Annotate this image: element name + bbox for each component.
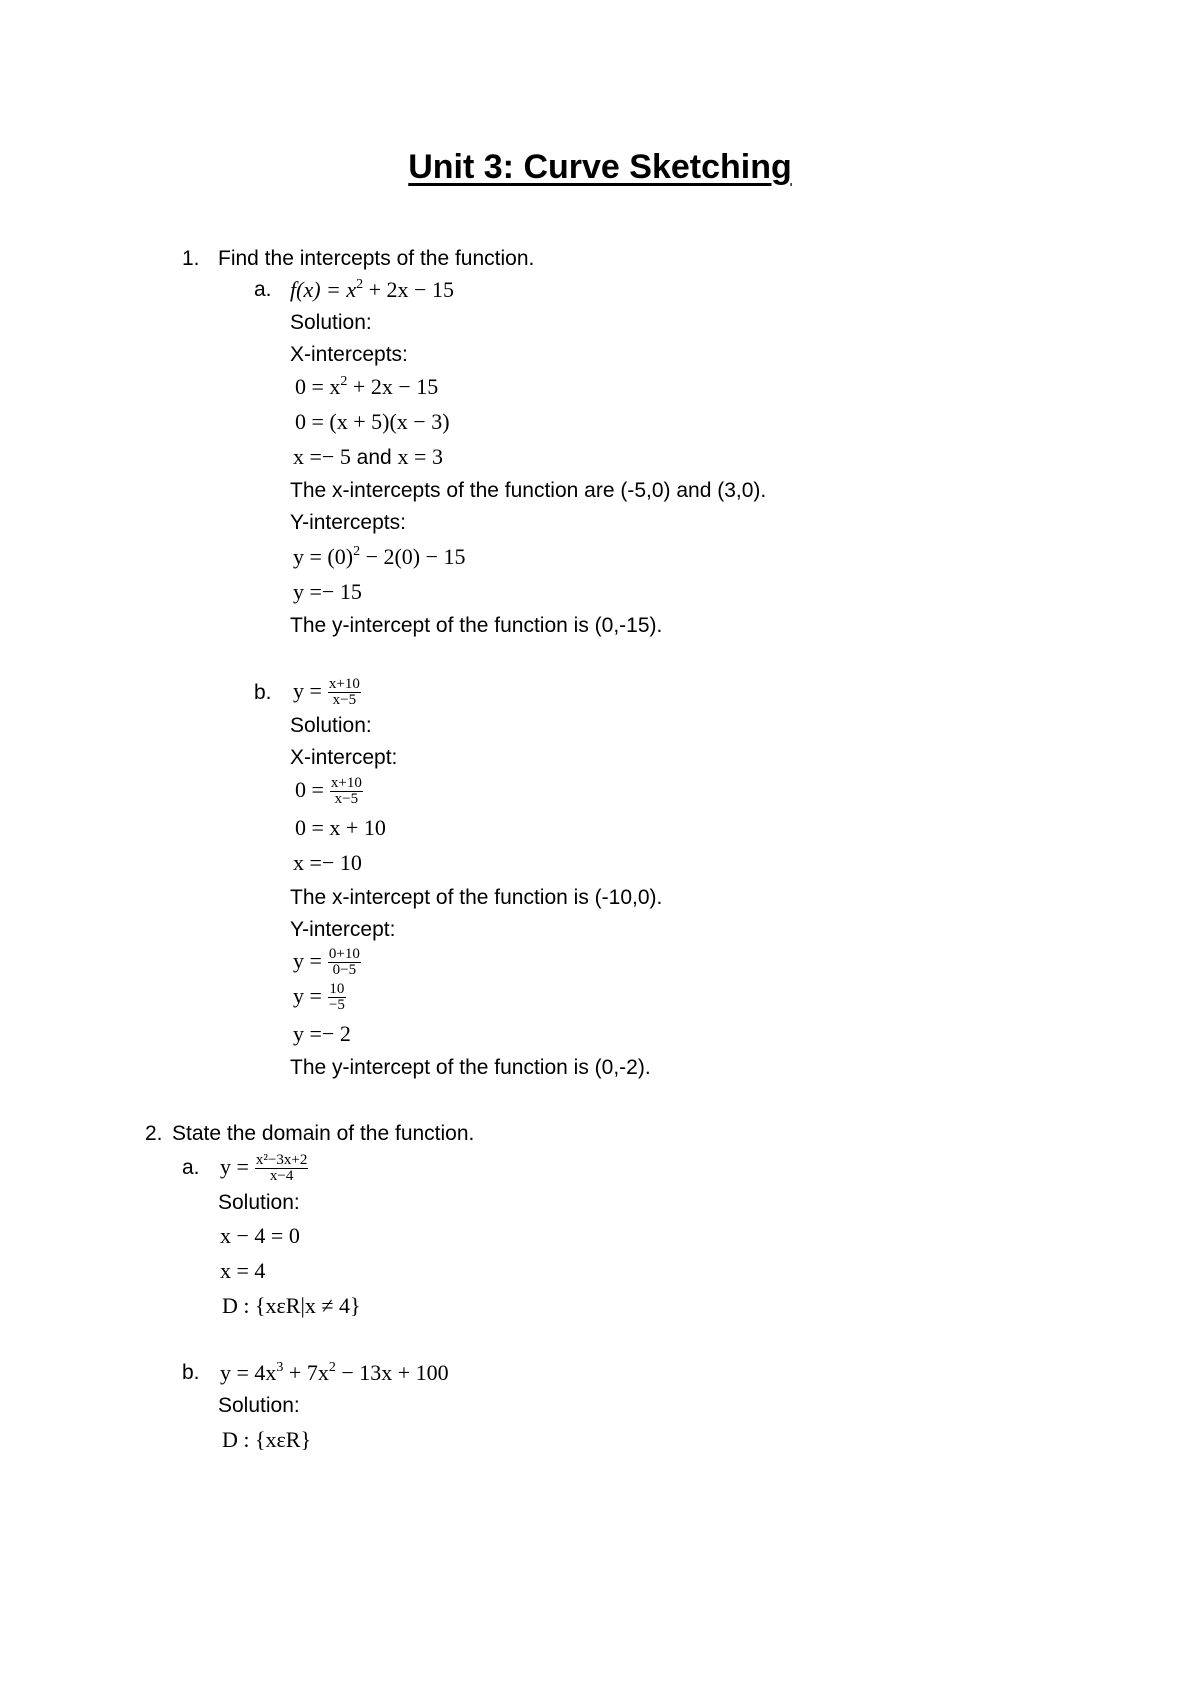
q1a-solution-label: Solution: (290, 311, 372, 334)
q2b-solution-label: Solution: (218, 1394, 300, 1417)
q1b-equation: y = $\frac{x+10}{x-5}$ (293, 676, 360, 709)
q1a-x-step2: 0 = (x + 5)(x − 3) (295, 409, 450, 434)
q1b-y-step1: y = $\frac{0+10}{0-5}$ (293, 946, 360, 979)
q2a-step1: x − 4 = 0 (220, 1223, 300, 1248)
q2-prompt: State the domain of the function. (172, 1122, 475, 1145)
q1a-x-step1: $0 = x^2 + 2x - 15$ (295, 374, 439, 399)
q2a-equation: y = $\frac{\text{x²−3x+2}}{x-4}$ (220, 1152, 308, 1185)
q2a-label: a. (182, 1156, 200, 1179)
q1a-y-heading: Y-intercepts: (290, 511, 406, 534)
q2-number: 2. (145, 1122, 163, 1145)
q1a-x-heading: X-intercepts: (290, 343, 408, 366)
q1b-y-conclusion: The y-intercept of the function is (0,-2). (290, 1056, 651, 1079)
q2a-domain: D : {xεR|x ≠ 4} (222, 1293, 361, 1318)
q1a-equation: $f(x) = x^2 + 2x - 15$ (290, 277, 454, 302)
q2a-step2: x = 4 (220, 1258, 266, 1283)
q1a-y-conclusion: The y-intercept of the function is (0,-15). (290, 614, 663, 637)
q2b-equation: $y = 4x^3 + 7x^2 - 13x + 100$ (220, 1360, 449, 1385)
page-title: Unit 3: Curve Sketching (408, 148, 792, 186)
q1a-y-step1: $y = (0)^2 - 2(0) - 15$ (293, 544, 466, 569)
q1b-x-step1: 0 = $\frac{x+10}{x-5}$ (295, 775, 362, 808)
q1b-x-conclusion: The x-intercept of the function is (-10,0). (290, 886, 663, 909)
q1b-label: b. (254, 681, 272, 704)
q1a-x-conclusion: The x-intercepts of the function are (-5,0) and (3,0). (290, 479, 767, 502)
q2a-solution-label: Solution: (218, 1191, 300, 1214)
q1b-y-step2: y = $\frac{10}{-5}$ (293, 981, 345, 1014)
q1b-y-step3: y =− 2 (293, 1021, 351, 1046)
q1b-x-step2: 0 = x + 10 (295, 815, 386, 840)
q1a-x-step3: x =− 5 and x = 3 (293, 444, 443, 469)
q1a-label: a. (254, 278, 272, 301)
q1b-x-heading: X-intercept: (290, 746, 398, 769)
q1a-y-step2: y =− 15 (293, 579, 362, 604)
q1-prompt: Find the intercepts of the function. (218, 247, 535, 270)
q2b-label: b. (182, 1361, 200, 1384)
q1b-solution-label: Solution: (290, 714, 372, 737)
q1-number: 1. (182, 247, 200, 270)
q2b-domain: D : {xεR} (222, 1427, 312, 1452)
q1b-x-step3: x =− 10 (293, 850, 362, 875)
q1b-y-heading: Y-intercept: (290, 918, 396, 941)
